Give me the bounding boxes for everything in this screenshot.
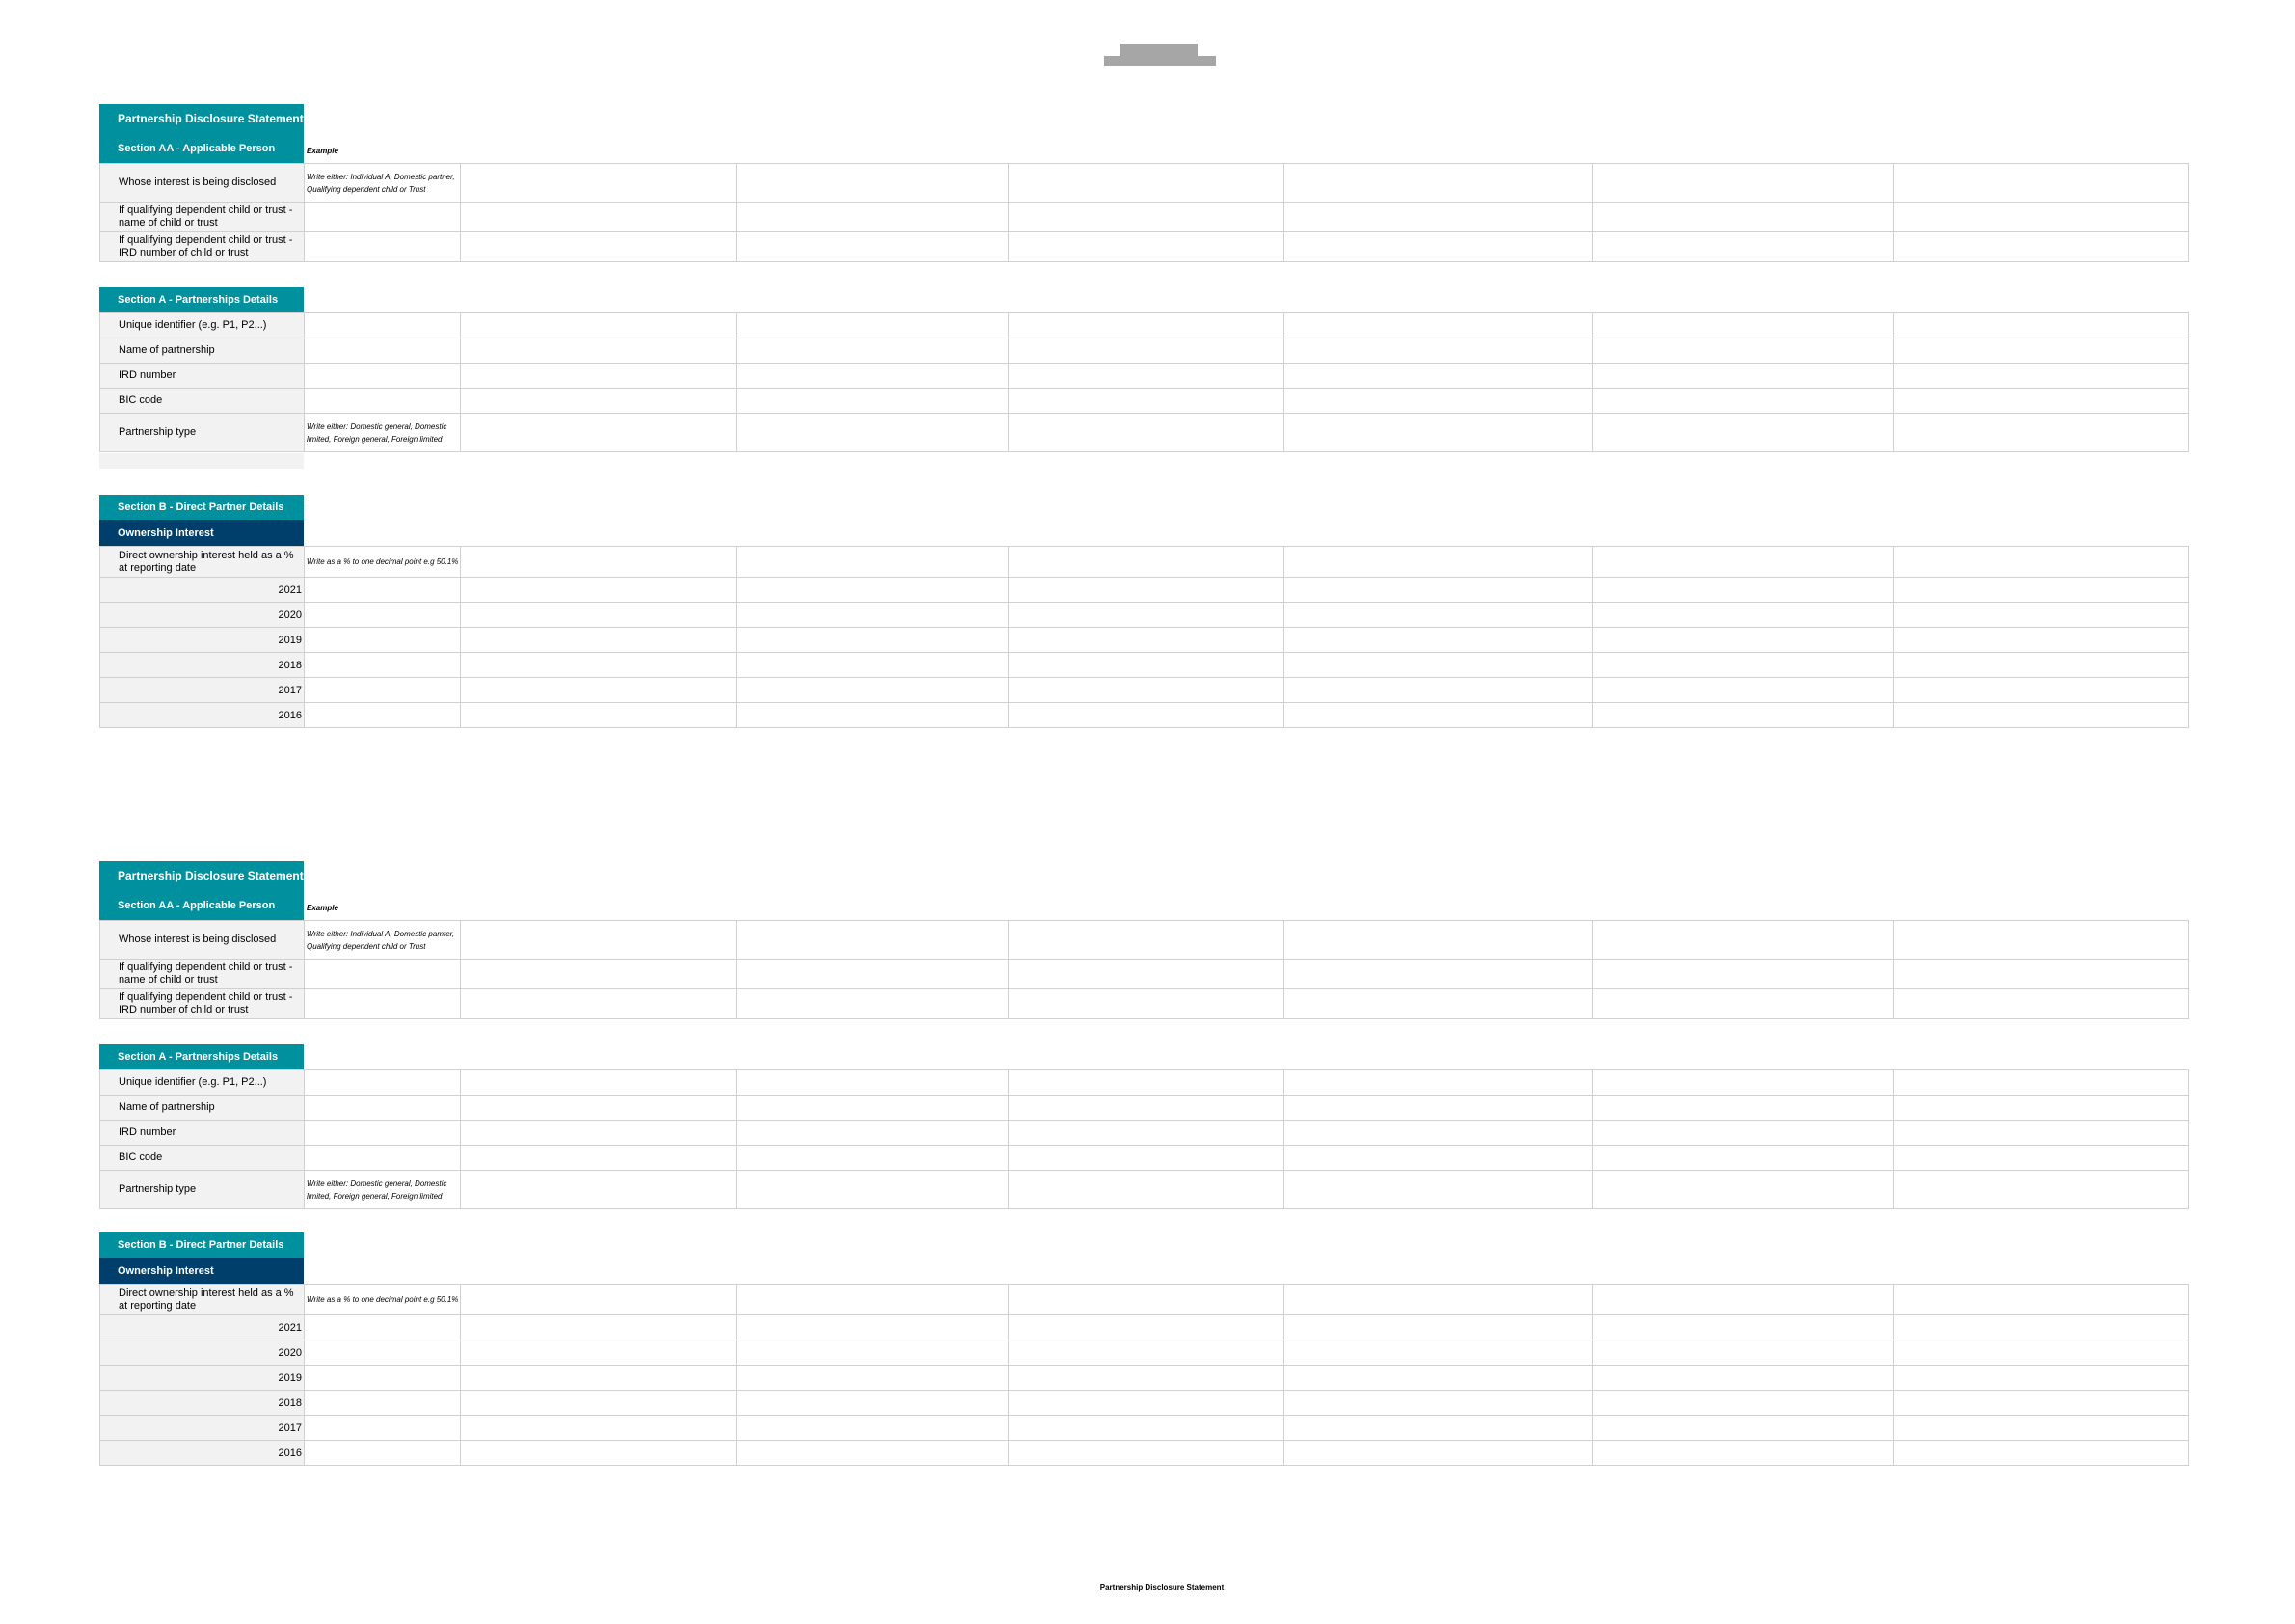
entry-cell[interactable]: [737, 1391, 1009, 1416]
entry-cell[interactable]: [737, 921, 1009, 960]
entry-cell[interactable]: [737, 1121, 1009, 1146]
table-row: [100, 232, 2189, 262]
ownership-interest-header: Ownership Interest: [99, 520, 304, 546]
table-row: [100, 1096, 2189, 1121]
entry-cell[interactable]: [1593, 364, 1894, 389]
entry-cell[interactable]: [461, 1171, 737, 1209]
logo-bottom-bar: [1104, 56, 1216, 66]
entry-cell[interactable]: [1894, 1340, 2189, 1366]
row-label: IRD number: [100, 1121, 305, 1146]
entry-cell[interactable]: [1284, 960, 1593, 989]
entry-cell[interactable]: [737, 1366, 1009, 1391]
row-label: IRD number: [100, 364, 305, 389]
entry-cell[interactable]: [1894, 653, 2189, 678]
table-row: [100, 203, 2189, 232]
entry-cell[interactable]: [1894, 1391, 2189, 1416]
example-label: Example: [307, 904, 338, 912]
entry-cell[interactable]: [1009, 1285, 1284, 1315]
entry-cell[interactable]: [737, 989, 1009, 1019]
entry-cell[interactable]: [1894, 1285, 2189, 1315]
section-b-table: [99, 1284, 2189, 1466]
entry-cell[interactable]: [1593, 989, 1894, 1019]
row-label: Name of partnership: [100, 1096, 305, 1121]
entry-cell[interactable]: [1593, 1340, 1894, 1366]
table-row: [100, 313, 2189, 338]
example-hint: [305, 389, 461, 414]
table-row: [100, 389, 2189, 414]
entry-cell[interactable]: [1284, 313, 1593, 338]
entry-cell[interactable]: [1284, 1146, 1593, 1171]
table-row: [100, 1391, 2189, 1416]
entry-cell[interactable]: [1894, 578, 2189, 603]
year-label: 2020: [100, 603, 305, 628]
entry-cell[interactable]: [1284, 603, 1593, 628]
entry-cell[interactable]: [737, 547, 1009, 578]
entry-cell[interactable]: [1894, 1441, 2189, 1466]
entry-cell[interactable]: [1284, 1315, 1593, 1340]
entry-cell[interactable]: [305, 1416, 461, 1441]
entry-cell[interactable]: [1009, 1416, 1284, 1441]
section-aa-table: [99, 163, 2189, 262]
table-row: [100, 1416, 2189, 1441]
section-aa-header: Section AA - Applicable Person: [99, 133, 304, 163]
entry-cell[interactable]: [1593, 1146, 1894, 1171]
entry-cell[interactable]: [461, 653, 737, 678]
page-footer: Partnership Disclosure Statement: [1099, 1583, 1225, 1592]
row-label: Direct ownership interest held as a % at reporting date: [100, 1285, 305, 1315]
example-hint: [305, 1096, 461, 1121]
year-label: 2021: [100, 1315, 305, 1340]
entry-cell[interactable]: [1593, 1171, 1894, 1209]
year-label: 2021: [100, 578, 305, 603]
entry-cell[interactable]: [737, 164, 1009, 203]
example-label: Example: [307, 147, 338, 155]
row-spacer: [99, 453, 304, 469]
entry-cell[interactable]: [1894, 1096, 2189, 1121]
entry-cell[interactable]: [1593, 1121, 1894, 1146]
entry-cell[interactable]: [1284, 921, 1593, 960]
row-label: Name of partnership: [100, 338, 305, 364]
entry-cell[interactable]: [461, 1121, 737, 1146]
entry-cell[interactable]: [461, 1285, 737, 1315]
entry-cell[interactable]: [1284, 703, 1593, 728]
entry-cell[interactable]: [1593, 313, 1894, 338]
example-hint: Write as a % to one decimal point e.g 50.1%: [305, 1285, 461, 1315]
entry-cell[interactable]: [1009, 547, 1284, 578]
entry-cell[interactable]: [1284, 1340, 1593, 1366]
row-label: If qualifying dependent child or trust - name of child or trust: [100, 960, 305, 989]
row-label: Direct ownership interest held as a % at reporting date: [100, 547, 305, 578]
entry-cell[interactable]: [1593, 1285, 1894, 1315]
entry-cell[interactable]: [461, 603, 737, 628]
table-row: [100, 364, 2189, 389]
entry-cell[interactable]: [1009, 1121, 1284, 1146]
entry-cell[interactable]: [1894, 1146, 2189, 1171]
entry-cell[interactable]: [461, 203, 737, 232]
table-row: [100, 1070, 2189, 1096]
year-label: 2016: [100, 703, 305, 728]
entry-cell[interactable]: [737, 1340, 1009, 1366]
entry-cell[interactable]: [737, 578, 1009, 603]
table-row: [100, 164, 2189, 203]
entry-cell[interactable]: [1009, 1096, 1284, 1121]
entry-cell[interactable]: [1284, 1416, 1593, 1441]
entry-cell[interactable]: [461, 547, 737, 578]
entry-cell[interactable]: [461, 1096, 737, 1121]
entry-cell[interactable]: [1894, 703, 2189, 728]
entry-cell[interactable]: [1009, 1070, 1284, 1096]
entry-cell[interactable]: [1593, 1366, 1894, 1391]
form-title: Partnership Disclosure Statement: [99, 104, 304, 133]
entry-cell[interactable]: [1593, 960, 1894, 989]
entry-cell[interactable]: [461, 921, 737, 960]
example-hint: [305, 313, 461, 338]
entry-cell[interactable]: [1894, 414, 2189, 452]
entry-cell[interactable]: [1593, 1315, 1894, 1340]
table-row: [100, 989, 2189, 1019]
table-row: [100, 547, 2189, 578]
entry-cell[interactable]: [737, 628, 1009, 653]
entry-cell[interactable]: [461, 1366, 737, 1391]
entry-cell[interactable]: [737, 203, 1009, 232]
entry-cell[interactable]: [1284, 389, 1593, 414]
entry-cell[interactable]: [737, 678, 1009, 703]
entry-cell[interactable]: [305, 653, 461, 678]
entry-cell[interactable]: [1009, 578, 1284, 603]
table-row: [100, 960, 2189, 989]
table-row: [100, 628, 2189, 653]
entry-cell[interactable]: [1894, 960, 2189, 989]
table-row: [100, 1285, 2189, 1315]
entry-cell[interactable]: [305, 1441, 461, 1466]
entry-cell[interactable]: [1009, 603, 1284, 628]
year-label: 2019: [100, 1366, 305, 1391]
example-hint: [305, 232, 461, 262]
example-hint: [305, 1146, 461, 1171]
entry-cell[interactable]: [1284, 1285, 1593, 1315]
entry-cell[interactable]: [1009, 653, 1284, 678]
example-hint: [305, 203, 461, 232]
entry-cell[interactable]: [737, 338, 1009, 364]
section-a-header: Section A - Partnerships Details: [99, 287, 304, 312]
entry-cell[interactable]: [1593, 1070, 1894, 1096]
row-label: If qualifying dependent child or trust - IRD number of child or trust: [100, 989, 305, 1019]
entry-cell[interactable]: [1894, 1416, 2189, 1441]
entry-cell[interactable]: [1894, 1171, 2189, 1209]
entry-cell[interactable]: [1593, 547, 1894, 578]
entry-cell[interactable]: [1894, 989, 2189, 1019]
entry-cell[interactable]: [1009, 313, 1284, 338]
section-a-table: [99, 1069, 2189, 1209]
entry-cell[interactable]: [1894, 678, 2189, 703]
example-hint: [305, 960, 461, 989]
entry-cell[interactable]: [737, 960, 1009, 989]
entry-cell[interactable]: [1009, 203, 1284, 232]
entry-cell[interactable]: [737, 603, 1009, 628]
entry-cell[interactable]: [1009, 628, 1284, 653]
entry-cell[interactable]: [737, 313, 1009, 338]
entry-cell[interactable]: [1284, 1441, 1593, 1466]
entry-cell[interactable]: [305, 603, 461, 628]
year-label: 2018: [100, 653, 305, 678]
year-label: 2020: [100, 1340, 305, 1366]
entry-cell[interactable]: [1009, 232, 1284, 262]
entry-cell[interactable]: [737, 232, 1009, 262]
table-row: [100, 1315, 2189, 1340]
entry-cell[interactable]: [1894, 1366, 2189, 1391]
entry-cell[interactable]: [461, 1340, 737, 1366]
entry-cell[interactable]: [1894, 313, 2189, 338]
entry-cell[interactable]: [1284, 164, 1593, 203]
example-hint: Write either: Domestic general, Domestic limited, Foreign general, Foreign limited: [305, 1171, 461, 1209]
section-aa-table: [99, 920, 2189, 1019]
entry-cell[interactable]: [1009, 414, 1284, 452]
row-label: BIC code: [100, 1146, 305, 1171]
entry-cell[interactable]: [461, 1416, 737, 1441]
entry-cell[interactable]: [305, 628, 461, 653]
example-hint: [305, 989, 461, 1019]
entry-cell[interactable]: [1009, 1315, 1284, 1340]
entry-cell[interactable]: [1284, 1366, 1593, 1391]
entry-cell[interactable]: [1009, 1146, 1284, 1171]
entry-cell[interactable]: [1593, 603, 1894, 628]
year-label: 2018: [100, 1391, 305, 1416]
row-label: Partnership type: [100, 1171, 305, 1209]
entry-cell[interactable]: [737, 1285, 1009, 1315]
example-hint: Write either: Individual A, Domestic pamter, Qualifying dependent child or Trust: [305, 921, 461, 960]
entry-cell[interactable]: [461, 628, 737, 653]
table-row: [100, 1366, 2189, 1391]
section-b-header: Section B - Direct Partner Details: [99, 1232, 304, 1258]
row-label: BIC code: [100, 389, 305, 414]
entry-cell[interactable]: [1284, 1121, 1593, 1146]
entry-cell[interactable]: [461, 1070, 737, 1096]
entry-cell[interactable]: [461, 364, 737, 389]
entry-cell[interactable]: [461, 703, 737, 728]
entry-cell[interactable]: [737, 703, 1009, 728]
entry-cell[interactable]: [461, 338, 737, 364]
entry-cell[interactable]: [1593, 232, 1894, 262]
row-label: Unique identifier (e.g. P1, P2...): [100, 1070, 305, 1096]
row-label: Whose interest is being disclosed: [100, 921, 305, 960]
entry-cell[interactable]: [305, 578, 461, 603]
entry-cell[interactable]: [305, 1366, 461, 1391]
entry-cell[interactable]: [1894, 628, 2189, 653]
entry-cell[interactable]: [1284, 364, 1593, 389]
entry-cell[interactable]: [461, 678, 737, 703]
entry-cell[interactable]: [1284, 1391, 1593, 1416]
entry-cell[interactable]: [737, 414, 1009, 452]
entry-cell[interactable]: [1009, 1391, 1284, 1416]
row-label: If qualifying dependent child or trust - IRD number of child or trust: [100, 232, 305, 262]
entry-cell[interactable]: [1284, 989, 1593, 1019]
entry-cell[interactable]: [1009, 678, 1284, 703]
entry-cell[interactable]: [1284, 678, 1593, 703]
entry-cell[interactable]: [1009, 338, 1284, 364]
row-label: If qualifying dependent child or trust - name of child or trust: [100, 203, 305, 232]
row-label: Unique identifier (e.g. P1, P2...): [100, 313, 305, 338]
table-row: [100, 414, 2189, 452]
entry-cell[interactable]: [737, 364, 1009, 389]
entry-cell[interactable]: [1894, 164, 2189, 203]
table-row: [100, 1340, 2189, 1366]
table-row: [100, 1441, 2189, 1466]
entry-cell[interactable]: [461, 1146, 737, 1171]
example-hint: Write either: Domestic general, Domestic limited, Foreign general, Foreign limited: [305, 414, 461, 452]
entry-cell[interactable]: [1009, 703, 1284, 728]
table-row: [100, 578, 2189, 603]
entry-cell[interactable]: [737, 1315, 1009, 1340]
table-row: [100, 703, 2189, 728]
entry-cell[interactable]: [1894, 1121, 2189, 1146]
row-label: Whose interest is being disclosed: [100, 164, 305, 203]
entry-cell[interactable]: [1009, 960, 1284, 989]
example-hint: Write either: Individual A, Domestic partner, Qualifying dependent child or Trust: [305, 164, 461, 203]
section-a-table: [99, 312, 2189, 452]
entry-cell[interactable]: [1894, 1070, 2189, 1096]
form-title: Partnership Disclosure Statement: [99, 861, 304, 890]
entry-cell[interactable]: [1284, 578, 1593, 603]
year-label: 2017: [100, 1416, 305, 1441]
example-hint: [305, 338, 461, 364]
entry-cell[interactable]: [1009, 1340, 1284, 1366]
entry-cell[interactable]: [737, 1070, 1009, 1096]
entry-cell[interactable]: [461, 389, 737, 414]
section-a-header: Section A - Partnerships Details: [99, 1044, 304, 1069]
entry-cell[interactable]: [1284, 232, 1593, 262]
entry-cell[interactable]: [1593, 1441, 1894, 1466]
entry-cell[interactable]: [1593, 1096, 1894, 1121]
entry-cell[interactable]: [1009, 921, 1284, 960]
entry-cell[interactable]: [1009, 389, 1284, 414]
example-hint: [305, 1121, 461, 1146]
entry-cell[interactable]: [305, 678, 461, 703]
entry-cell[interactable]: [305, 1315, 461, 1340]
entry-cell[interactable]: [461, 164, 737, 203]
entry-cell[interactable]: [461, 1391, 737, 1416]
entry-cell[interactable]: [1593, 578, 1894, 603]
entry-cell[interactable]: [461, 989, 737, 1019]
table-row: [100, 653, 2189, 678]
section-b-table: [99, 546, 2189, 728]
entry-cell[interactable]: [1009, 1441, 1284, 1466]
entry-cell[interactable]: [1894, 603, 2189, 628]
entry-cell[interactable]: [737, 1441, 1009, 1466]
year-label: 2019: [100, 628, 305, 653]
entry-cell[interactable]: [1284, 653, 1593, 678]
table-row: [100, 678, 2189, 703]
entry-cell[interactable]: [1894, 921, 2189, 960]
entry-cell[interactable]: [1284, 547, 1593, 578]
entry-cell[interactable]: [1009, 1171, 1284, 1209]
entry-cell[interactable]: [1284, 1171, 1593, 1209]
entry-cell[interactable]: [1894, 338, 2189, 364]
entry-cell[interactable]: [737, 1146, 1009, 1171]
entry-cell[interactable]: [1284, 203, 1593, 232]
entry-cell[interactable]: [461, 313, 737, 338]
entry-cell[interactable]: [1593, 678, 1894, 703]
example-hint: [305, 364, 461, 389]
entry-cell[interactable]: [1593, 921, 1894, 960]
table-row: [100, 921, 2189, 960]
entry-cell[interactable]: [1284, 338, 1593, 364]
entry-cell[interactable]: [1284, 1096, 1593, 1121]
entry-cell[interactable]: [461, 578, 737, 603]
entry-cell[interactable]: [737, 1096, 1009, 1121]
entry-cell[interactable]: [1009, 164, 1284, 203]
entry-cell[interactable]: [1894, 547, 2189, 578]
section-aa-header: Section AA - Applicable Person: [99, 890, 304, 920]
row-label: Partnership type: [100, 414, 305, 452]
entry-cell[interactable]: [1593, 414, 1894, 452]
table-row: [100, 1171, 2189, 1209]
entry-cell[interactable]: [1284, 414, 1593, 452]
entry-cell[interactable]: [1894, 364, 2189, 389]
example-hint: [305, 1070, 461, 1096]
entry-cell[interactable]: [737, 653, 1009, 678]
entry-cell[interactable]: [461, 960, 737, 989]
entry-cell[interactable]: [305, 1391, 461, 1416]
entry-cell[interactable]: [1009, 989, 1284, 1019]
entry-cell[interactable]: [1009, 1366, 1284, 1391]
ownership-interest-header: Ownership Interest: [99, 1258, 304, 1284]
entry-cell[interactable]: [737, 389, 1009, 414]
entry-cell[interactable]: [1593, 628, 1894, 653]
entry-cell[interactable]: [1593, 338, 1894, 364]
example-hint: Write as a % to one decimal point e.g 50.1%: [305, 547, 461, 578]
entry-cell[interactable]: [1284, 1070, 1593, 1096]
entry-cell[interactable]: [737, 1416, 1009, 1441]
entry-cell[interactable]: [1593, 389, 1894, 414]
entry-cell[interactable]: [1593, 203, 1894, 232]
entry-cell[interactable]: [1593, 1416, 1894, 1441]
entry-cell[interactable]: [305, 1340, 461, 1366]
year-label: 2017: [100, 678, 305, 703]
entry-cell[interactable]: [737, 1171, 1009, 1209]
entry-cell[interactable]: [1593, 653, 1894, 678]
entry-cell[interactable]: [461, 1441, 737, 1466]
year-label: 2016: [100, 1441, 305, 1466]
entry-cell[interactable]: [1009, 364, 1284, 389]
entry-cell[interactable]: [1894, 1315, 2189, 1340]
table-row: [100, 603, 2189, 628]
entry-cell[interactable]: [1894, 232, 2189, 262]
entry-cell[interactable]: [1894, 203, 2189, 232]
entry-cell[interactable]: [1593, 703, 1894, 728]
entry-cell[interactable]: [461, 232, 737, 262]
entry-cell[interactable]: [461, 414, 737, 452]
table-row: [100, 1121, 2189, 1146]
entry-cell[interactable]: [1894, 389, 2189, 414]
entry-cell[interactable]: [1593, 1391, 1894, 1416]
entry-cell[interactable]: [1593, 164, 1894, 203]
entry-cell[interactable]: [305, 703, 461, 728]
table-row: [100, 338, 2189, 364]
table-row: [100, 1146, 2189, 1171]
section-b-header: Section B - Direct Partner Details: [99, 495, 304, 520]
entry-cell[interactable]: [461, 1315, 737, 1340]
entry-cell[interactable]: [1284, 628, 1593, 653]
